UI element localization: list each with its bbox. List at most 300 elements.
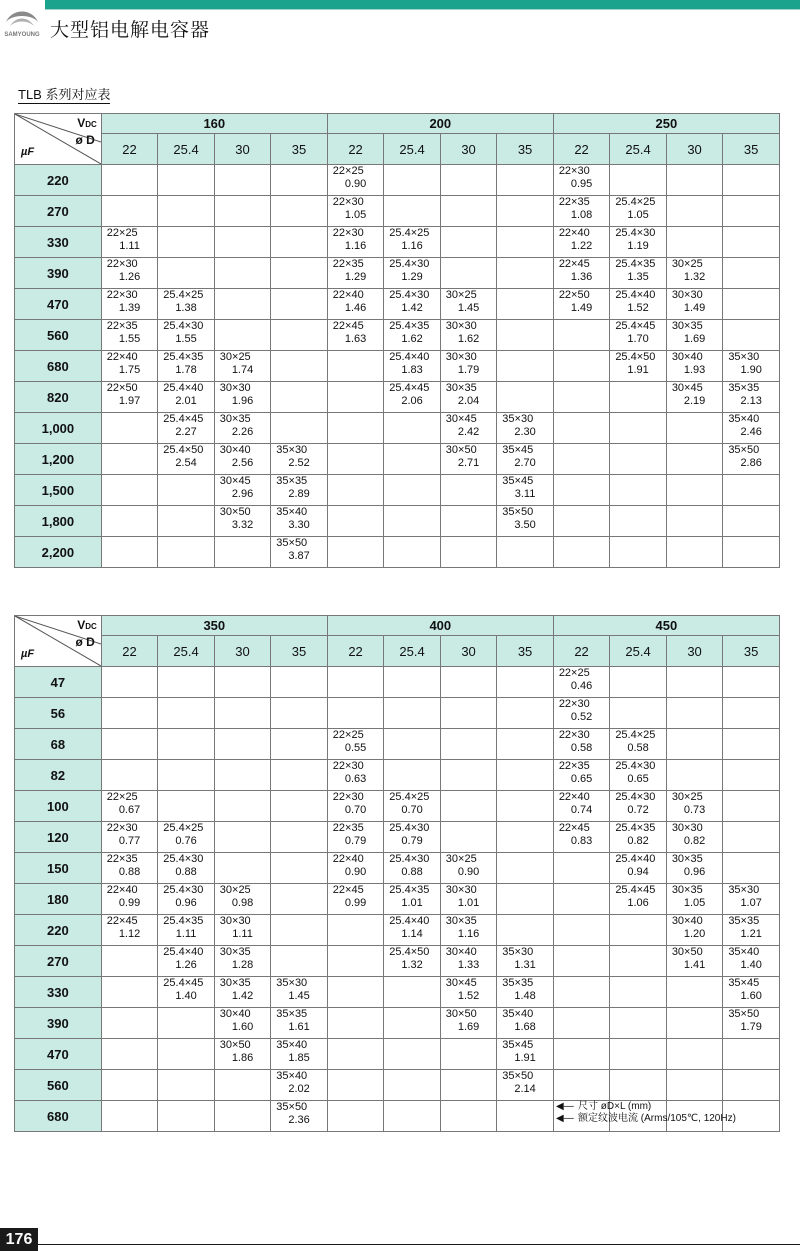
table-cell xyxy=(158,1008,215,1039)
capacitance-header: 680 xyxy=(15,1101,102,1132)
table-cell xyxy=(553,537,610,568)
ripple-current: 0.77 xyxy=(118,835,141,847)
voltage-header: 350 xyxy=(101,616,327,636)
case-size: 25.4×30 xyxy=(163,320,204,332)
ripple-current: 0.70 xyxy=(344,804,367,816)
table-cell xyxy=(666,196,723,227)
capacitance-header: 270 xyxy=(15,196,102,227)
diameter-header: 35 xyxy=(723,636,780,667)
table-cell xyxy=(158,537,215,568)
table-cell xyxy=(101,196,158,227)
case-size: 30×40 xyxy=(671,351,703,363)
table-cell xyxy=(384,475,441,506)
case-size: 35×30 xyxy=(502,946,534,958)
table-cell xyxy=(214,413,271,444)
diameter-header: 22 xyxy=(553,636,610,667)
ripple-current: 1.07 xyxy=(740,897,762,909)
ripple-current: 1.52 xyxy=(627,302,649,314)
table-cell xyxy=(723,196,780,227)
table-cell xyxy=(440,1101,497,1132)
table-cell xyxy=(610,1039,667,1070)
ripple-current: 1.79 xyxy=(457,364,480,376)
case-size: 25.4×35 xyxy=(389,320,430,332)
table-cell xyxy=(440,822,497,853)
ripple-current: 1.75 xyxy=(118,364,141,376)
table-cell xyxy=(666,1070,723,1101)
table-cell xyxy=(384,1070,441,1101)
table-cell xyxy=(666,413,723,444)
table-cell xyxy=(384,351,441,382)
case-size: 30×30 xyxy=(445,320,477,332)
table-cell xyxy=(723,698,780,729)
table-cell xyxy=(101,537,158,568)
table-cell xyxy=(440,196,497,227)
ripple-current: 0.52 xyxy=(570,711,593,723)
diameter-header: 30 xyxy=(440,636,497,667)
diameter-header: 35 xyxy=(497,636,554,667)
ripple-current: 0.94 xyxy=(627,866,649,878)
table-row xyxy=(15,289,780,320)
table-cell xyxy=(271,413,328,444)
table-cell xyxy=(497,537,554,568)
capacitance-header: 560 xyxy=(15,320,102,351)
page-number: 176 xyxy=(0,1228,38,1251)
table-cell xyxy=(101,1070,158,1101)
ripple-current: 1.12 xyxy=(118,928,141,940)
ripple-current: 1.20 xyxy=(683,928,706,940)
table-cell xyxy=(497,289,554,320)
ripple-current: 1.90 xyxy=(740,364,762,376)
table-cell xyxy=(497,1008,554,1039)
table-cell xyxy=(158,1039,215,1070)
svg-text:SAMYOUNG: SAMYOUNG xyxy=(4,32,40,38)
table-row xyxy=(15,1070,780,1101)
table-cell xyxy=(271,1070,328,1101)
case-size: 25.4×25 xyxy=(389,791,430,803)
ripple-current: 1.97 xyxy=(118,395,141,407)
table-cell xyxy=(553,977,610,1008)
case-size: 35×30 xyxy=(502,413,534,425)
ripple-current: 0.65 xyxy=(627,773,649,785)
capacitance-header: 330 xyxy=(15,977,102,1008)
ripple-current: 1.91 xyxy=(514,1052,536,1064)
capacitance-header: 1,000 xyxy=(15,413,102,444)
table-cell xyxy=(723,444,780,475)
table-cell xyxy=(497,884,554,915)
voltage-header: 400 xyxy=(327,616,553,636)
ripple-current: 1.05 xyxy=(344,209,367,221)
table-cell xyxy=(440,1039,497,1070)
table-cell xyxy=(666,1008,723,1039)
table-cell xyxy=(666,1039,723,1070)
ripple-current: 0.82 xyxy=(627,835,649,847)
case-size: 22×40 xyxy=(332,289,364,301)
ripple-current: 0.88 xyxy=(118,866,141,878)
table-cell xyxy=(723,977,780,1008)
table-cell xyxy=(553,227,610,258)
table-cell xyxy=(553,822,610,853)
case-size: 22×25 xyxy=(106,791,138,803)
capacitance-header: 180 xyxy=(15,884,102,915)
case-size: 35×50 xyxy=(276,1101,308,1113)
ripple-current: 1.39 xyxy=(118,302,141,314)
table-cell xyxy=(440,413,497,444)
table-cell xyxy=(610,413,667,444)
table-cell xyxy=(610,165,667,196)
table-cell xyxy=(497,1039,554,1070)
table-cell xyxy=(723,537,780,568)
table-cell xyxy=(497,413,554,444)
table-cell xyxy=(327,667,384,698)
table-cell xyxy=(610,351,667,382)
table-row xyxy=(15,915,780,946)
table-cell xyxy=(101,227,158,258)
table-cell xyxy=(723,1070,780,1101)
case-size: 35×45 xyxy=(502,475,534,487)
capacitance-header: 560 xyxy=(15,1070,102,1101)
footer-line xyxy=(38,1244,800,1245)
table-cell xyxy=(384,822,441,853)
table-row xyxy=(15,413,780,444)
case-size: 25.4×35 xyxy=(163,351,204,363)
table-cell xyxy=(723,165,780,196)
table-cell xyxy=(553,289,610,320)
case-size: 25.4×25 xyxy=(163,289,204,301)
table-cell xyxy=(327,196,384,227)
ripple-current: 0.65 xyxy=(570,773,593,785)
case-size: 30×30 xyxy=(671,822,703,834)
table-cell xyxy=(158,1070,215,1101)
ripple-current: 1.69 xyxy=(457,1021,480,1033)
table-cell xyxy=(553,413,610,444)
table-cell xyxy=(327,760,384,791)
ripple-current: 2.71 xyxy=(457,457,480,469)
case-size: 35×50 xyxy=(502,1070,534,1082)
ripple-current: 3.30 xyxy=(288,519,310,531)
case-size: 35×50 xyxy=(502,506,534,518)
table-cell xyxy=(214,884,271,915)
table-cell xyxy=(666,537,723,568)
table-cell xyxy=(497,227,554,258)
table-cell xyxy=(327,853,384,884)
table-cell xyxy=(101,351,158,382)
case-size: 30×30 xyxy=(219,382,251,394)
table-cell xyxy=(101,853,158,884)
table-cell xyxy=(666,915,723,946)
table-cell xyxy=(384,946,441,977)
case-size: 22×30 xyxy=(332,791,364,803)
table-cell xyxy=(666,444,723,475)
ripple-current: 0.82 xyxy=(683,835,706,847)
case-size: 22×35 xyxy=(106,853,138,865)
table-cell xyxy=(610,915,667,946)
table-cell xyxy=(214,444,271,475)
capacitance-header: 390 xyxy=(15,258,102,289)
case-size: 22×40 xyxy=(558,791,590,803)
table-cell xyxy=(553,258,610,289)
case-size: 22×30 xyxy=(558,729,590,741)
table-cell xyxy=(327,320,384,351)
diameter-label: ø D xyxy=(75,133,95,147)
capacitance-header: 330 xyxy=(15,227,102,258)
case-size: 30×30 xyxy=(219,915,251,927)
case-size: 30×50 xyxy=(219,1039,251,1051)
table-cell xyxy=(497,853,554,884)
case-size: 25.4×25 xyxy=(615,196,656,208)
case-size: 25.4×30 xyxy=(389,853,430,865)
case-size: 22×25 xyxy=(558,667,590,679)
ripple-current: 0.72 xyxy=(627,804,649,816)
table-cell xyxy=(214,258,271,289)
table-cell xyxy=(158,506,215,537)
table-cell xyxy=(440,1008,497,1039)
vdc-label: VDC xyxy=(77,618,97,632)
table-cell xyxy=(327,915,384,946)
table-cell xyxy=(158,667,215,698)
case-size: 25.4×45 xyxy=(615,320,656,332)
table-cell xyxy=(158,382,215,413)
case-size: 35×30 xyxy=(276,977,308,989)
ripple-current: 2.96 xyxy=(231,488,254,500)
table-cell xyxy=(101,165,158,196)
diameter-header: 25.4 xyxy=(384,134,441,165)
table-cell xyxy=(553,729,610,760)
table-cell xyxy=(271,444,328,475)
table-cell xyxy=(327,1101,384,1132)
case-size: 35×35 xyxy=(502,977,534,989)
ripple-current: 1.28 xyxy=(231,959,254,971)
case-size: 30×35 xyxy=(219,946,251,958)
table-cell xyxy=(214,915,271,946)
case-size: 22×25 xyxy=(106,227,138,239)
table-row xyxy=(15,475,780,506)
case-size: 22×25 xyxy=(332,729,364,741)
table-cell xyxy=(327,791,384,822)
table-cell xyxy=(158,698,215,729)
case-size: 25.4×30 xyxy=(615,791,656,803)
table-cell xyxy=(666,946,723,977)
ripple-current: 0.90 xyxy=(344,178,367,190)
page-header xyxy=(0,0,800,46)
ripple-current: 0.55 xyxy=(344,742,367,754)
table-cell xyxy=(384,1008,441,1039)
table-cell xyxy=(497,791,554,822)
diameter-label: ø D xyxy=(75,635,95,649)
case-size: 30×45 xyxy=(445,413,477,425)
table-cell xyxy=(214,853,271,884)
diameter-header: 30 xyxy=(666,134,723,165)
case-size: 22×40 xyxy=(106,351,138,363)
diameter-header: 22 xyxy=(553,134,610,165)
ripple-current: 1.74 xyxy=(231,364,254,376)
table-row xyxy=(15,729,780,760)
ripple-current: 1.91 xyxy=(627,364,649,376)
table-cell xyxy=(271,853,328,884)
table-cell xyxy=(723,413,780,444)
capacitance-header: 82 xyxy=(15,760,102,791)
voltage-header: 160 xyxy=(101,114,327,134)
table-cell xyxy=(440,382,497,413)
table-cell xyxy=(101,915,158,946)
ripple-current: 0.88 xyxy=(401,866,423,878)
table-cell xyxy=(384,444,441,475)
case-size: 30×50 xyxy=(671,946,703,958)
case-size: 22×30 xyxy=(332,196,364,208)
table-cell xyxy=(553,320,610,351)
table-cell xyxy=(440,915,497,946)
table-cell xyxy=(553,760,610,791)
capacitance-header: 270 xyxy=(15,946,102,977)
table-cell xyxy=(610,475,667,506)
case-size: 25.4×50 xyxy=(615,351,656,363)
case-size: 25.4×40 xyxy=(389,351,430,363)
table-cell xyxy=(384,729,441,760)
case-size: 35×40 xyxy=(276,506,308,518)
table-cell xyxy=(666,729,723,760)
case-size: 25.4×30 xyxy=(163,853,204,865)
table-cell xyxy=(214,506,271,537)
table-cell xyxy=(440,444,497,475)
case-size: 22×45 xyxy=(332,884,364,896)
table-cell xyxy=(723,1008,780,1039)
ripple-current: 0.76 xyxy=(175,835,197,847)
table-cell xyxy=(384,382,441,413)
table-row xyxy=(15,258,780,289)
table-row xyxy=(15,320,780,351)
voltage-header: 200 xyxy=(327,114,553,134)
case-size: 35×45 xyxy=(502,444,534,456)
case-size: 30×25 xyxy=(219,884,251,896)
table-cell xyxy=(553,351,610,382)
ripple-current: 1.52 xyxy=(457,990,480,1002)
ripple-current: 1.69 xyxy=(683,333,706,345)
table-cell xyxy=(384,884,441,915)
table-cell xyxy=(497,351,554,382)
case-size: 30×35 xyxy=(445,382,477,394)
table-cell xyxy=(440,884,497,915)
case-size: 35×30 xyxy=(276,444,308,456)
table-cell xyxy=(497,382,554,413)
table-cell xyxy=(723,475,780,506)
table-row xyxy=(15,977,780,1008)
capacitance-header: 680 xyxy=(15,351,102,382)
table-cell xyxy=(440,537,497,568)
table-cell xyxy=(271,791,328,822)
table-cell xyxy=(384,196,441,227)
capacitance-header: 220 xyxy=(15,915,102,946)
ripple-current: 1.22 xyxy=(570,240,593,252)
table-cell xyxy=(723,915,780,946)
table-cell xyxy=(327,506,384,537)
table-corner-header xyxy=(15,616,102,667)
table-cell xyxy=(384,537,441,568)
table-cell xyxy=(158,413,215,444)
table-cell xyxy=(666,475,723,506)
ripple-current: 1.63 xyxy=(344,333,367,345)
capacitance-header: 68 xyxy=(15,729,102,760)
case-size: 25.4×35 xyxy=(163,915,204,927)
case-size: 30×45 xyxy=(219,475,251,487)
table-cell xyxy=(666,351,723,382)
capacitance-unit-label: µF xyxy=(21,648,35,660)
table-cell xyxy=(666,698,723,729)
case-size: 25.4×45 xyxy=(615,884,656,896)
table-cell xyxy=(440,506,497,537)
case-size: 30×40 xyxy=(219,1008,251,1020)
table-cell xyxy=(666,289,723,320)
table-row xyxy=(15,351,780,382)
table-cell xyxy=(384,791,441,822)
case-size: 25.4×40 xyxy=(615,853,656,865)
ripple-current: 1.11 xyxy=(232,928,253,940)
table-cell xyxy=(440,853,497,884)
table-row xyxy=(15,506,780,537)
table-cell xyxy=(214,1039,271,1070)
ripple-current: 1.62 xyxy=(401,333,423,345)
table-cell xyxy=(327,382,384,413)
table-cell xyxy=(553,667,610,698)
ripple-current: 1.96 xyxy=(231,395,254,407)
case-size: 35×35 xyxy=(276,1008,308,1020)
ripple-current: 2.46 xyxy=(740,426,762,438)
case-size: 35×50 xyxy=(276,537,308,549)
ripple-current: 2.30 xyxy=(514,426,536,438)
ripple-current: 1.32 xyxy=(401,959,423,971)
table-cell xyxy=(271,227,328,258)
case-size: 25.4×40 xyxy=(163,382,204,394)
ripple-current: 0.90 xyxy=(344,866,367,878)
table-cell xyxy=(271,351,328,382)
ripple-current: 1.68 xyxy=(514,1021,536,1033)
ripple-current: 0.99 xyxy=(118,897,141,909)
capacitance-header: 2,200 xyxy=(15,537,102,568)
table-cell xyxy=(101,320,158,351)
case-size: 25.4×40 xyxy=(615,289,656,301)
table-cell xyxy=(384,760,441,791)
table-cell xyxy=(497,946,554,977)
table-cell xyxy=(440,1070,497,1101)
table-cell xyxy=(214,791,271,822)
ripple-current: 1.05 xyxy=(683,897,706,909)
table-cell xyxy=(497,760,554,791)
case-size: 30×35 xyxy=(219,977,251,989)
table-cell xyxy=(158,227,215,258)
table-cell xyxy=(271,729,328,760)
ripple-current: 1.55 xyxy=(118,333,141,345)
table-cell xyxy=(384,289,441,320)
table-cell xyxy=(497,729,554,760)
table-cell xyxy=(101,977,158,1008)
table-cell xyxy=(553,946,610,977)
table-row xyxy=(15,791,780,822)
ripple-current: 2.86 xyxy=(740,457,762,469)
diameter-header: 25.4 xyxy=(158,134,215,165)
table-cell xyxy=(101,506,158,537)
table-cell xyxy=(723,258,780,289)
table-cell xyxy=(214,165,271,196)
table-cell xyxy=(101,1101,158,1132)
table-cell xyxy=(553,382,610,413)
table-cell xyxy=(158,196,215,227)
table-row xyxy=(15,196,780,227)
table-cell xyxy=(610,196,667,227)
table-cell xyxy=(666,791,723,822)
table-cell xyxy=(723,227,780,258)
case-size: 30×35 xyxy=(219,413,251,425)
table-cell xyxy=(158,351,215,382)
table-cell xyxy=(553,506,610,537)
table-cell xyxy=(327,165,384,196)
